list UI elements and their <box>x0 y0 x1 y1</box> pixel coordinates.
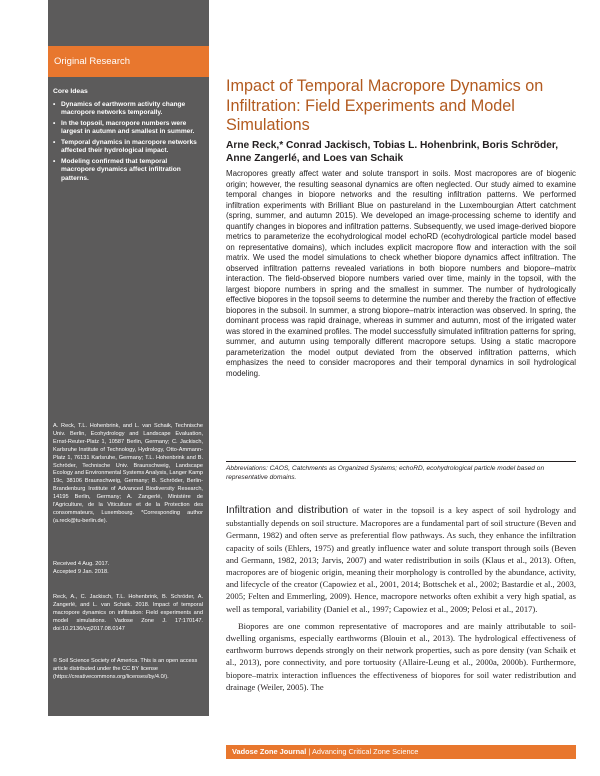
article-dates <box>53 560 203 576</box>
footer-separator: | <box>306 747 312 756</box>
journal-tagline: Advancing Critical Zone Science <box>311 747 419 756</box>
core-ideas-list <box>53 101 203 184</box>
body-paragraph-text: of water in the topsoil is a key aspect of soil hydrology and substantially depends on soil structure. Macropores are a fundamental part of soil structure (Beven and Germann, 1982) and often serve as preferential flow pathways. As such, they enhance the infiltration capacity of soils (Ehlers, 1975) and greatly influence water and solute transport through soils (Beven and Germann, 1982, 2013; Jarvis, 2007) and water redistribution in soils (Klaus et al., 2013). Often, macropores are of biogenic origin, meaning their morphology is controlled by the abundance, activity, and lifecycle of the creator (Capowiez et al., 2001, 2014; Bottschek et al., 2002; Bastardie et al., 2003, 2005; Felten and Emmerling, 2009). Hence, macropore networks often exhibit a very high spatial, as well as temporal, variability (Daniel et al., 1997; Capowiez et al., 2009; Pelosi et al., 2017). <box>226 505 576 614</box>
received-date: Received 4 Aug. 2017. <box>53 561 110 567</box>
copyright-notice: © Soil Science Society of America. This is an open access article distributed under the CC BY license (https://creativecommons.org/licenses/by/4.0/). <box>53 658 198 680</box>
author-affiliations: A. Reck, T.L. Hohenbrink, and L. van Schaik, Technische Univ. Berlin, Ecohydrology and Landscape Evaluation, Ernst-Reuter-Platz 1, 10587 Berlin, Germany; C. Jackisch, Karlsruhe Institute of Technology, Hydrology, Otto-Ammann-Platz 1, 76131 Karlsruhe, Germany; T.L. Hohenbrink and B. Schröder, Technische Univ. Braunschweig, Landscape Ecology and Environmental Systems Analysis, Langer Kamp 19c, 38106 Braunschweig, Germany; B. Schröder, Berlin-Brandenburg Institute of Advanced Biodiversity Research, 14195 Berlin, Germany; A. Zangerlé, Ministère de l'Agriculture, de la Viticulture et de la Protection des consommateurs, Luxembourg. *Corresponding author (a.reck@tu-berlin.de). <box>53 423 203 524</box>
core-idea-item: • Modeling confirmed that temporal macropore dynamics affect infiltration patterns. <box>53 158 203 184</box>
author-list: Arne Reck,* Conrad Jackisch, Tobias L. Hohenbrink, Boris Schröder, Anne Zangerlé, and Loes van Schaik <box>226 140 559 164</box>
citation: Reck, A., C. Jackisch, T.L. Hohenbrink, B. Schröder, A. Zangerlé, and L. van Schaik. 2018. Impact of temporal macropore dynamics on infiltration: Field experiments and model simulations. Vadose Zone J. 17:170147. doi:10.2136/vzj2017.08.0147 <box>53 594 203 632</box>
core-idea-item: • Dynamics of earthworm activity change macropore networks temporally. <box>53 101 203 118</box>
article-type-label: Original Research <box>48 46 209 77</box>
journal-footer-bar <box>226 745 576 759</box>
accepted-date: Accepted 9 Jan. 2018. <box>53 569 109 575</box>
core-idea-item: • Temporal dynamics in macropore networks affected their hydrological impact. <box>53 139 203 156</box>
core-ideas-title: Core Ideas <box>53 88 88 95</box>
abstract: Macropores greatly affect water and solute transport in soils. Most macropores are of biogenic origin; however, the resulting seasonal dynamics are often neglected. Our study aimed to examine temporal changes in biopore networks and the resulting infiltration patterns. We performed infiltration experiments with Brilliant Blue on pastureland in the Luxembourgian Attert catchment (spring, summer, and autumn 2015). We developed an image-processing scheme to identify and quantify changes in biopores and infiltration patterns. Subsequently, we used image-derived biopore metrics to parameterize the ecohydrological model echoRD (ecohydrological particle model based on representative domains), which includes explicit macropore flow and interaction with the soil matrix. We used the model simulations to check whether biopore dynamics affect infiltration. The observed infiltration patterns revealed variations in both biopore numbers and biopore–matrix interaction. The field-observed biopore numbers varied over time, mainly in the topsoil, with the largest biopore numbers in spring and the smallest in summer. The number of hydrologically effective biopores in the topsoil seems to determine the number and thereby the fraction of effective biopores in the subsoil. In summer, a strong biopore–matrix interaction was observed. In spring, the dominant process was rapid drainage, whereas in summer and autumn, most of the irrigated water was stored in the examined profiles. The model successfully simulated infiltration patterns for spring, summer, and autumn using temporally different macropore setups. Using a static macropore parameterization the model output deviated from the observed infiltration patterns, which emphasizes the need to consider macropores and their temporal dynamics in soil hydrological modeling. <box>226 169 576 378</box>
abbreviations: Abbreviations: CAOS, Catchments as Organized Systems; echoRD, ecohydrological particle model based on representative domains. <box>226 461 576 482</box>
journal-name: Vadose Zone Journal <box>232 747 307 756</box>
core-idea-item: • In the topsoil, macropore numbers were largest in autumn and smallest in summer. <box>53 120 203 137</box>
run-in-heading: Infiltration and distribution <box>226 505 349 516</box>
article-title: Impact of Temporal Macropore Dynamics on Infiltration: Field Experiments and Model Simulations <box>226 77 544 134</box>
core-ideas-box <box>53 88 203 185</box>
body-text <box>226 504 576 693</box>
body-paragraph: Biopores are one common representative of macropores and are mainly attributable to soil-dwelling organisms, especially earthworms (Blouin et al., 2013). The hydrological effectiveness of earthworm burrows depends strongly on their network properties, such as pore density (van Schaik et al., 2013), pore connectivity, and pore tortuosity (Allaire-Leung et al., 2000a, 2000b). Furthermore, biopore–matrix interaction influences the effectiveness of biopores for soil water redistribution and drainage (Weiler, 2005). The <box>226 620 576 692</box>
body-paragraph <box>226 504 576 615</box>
